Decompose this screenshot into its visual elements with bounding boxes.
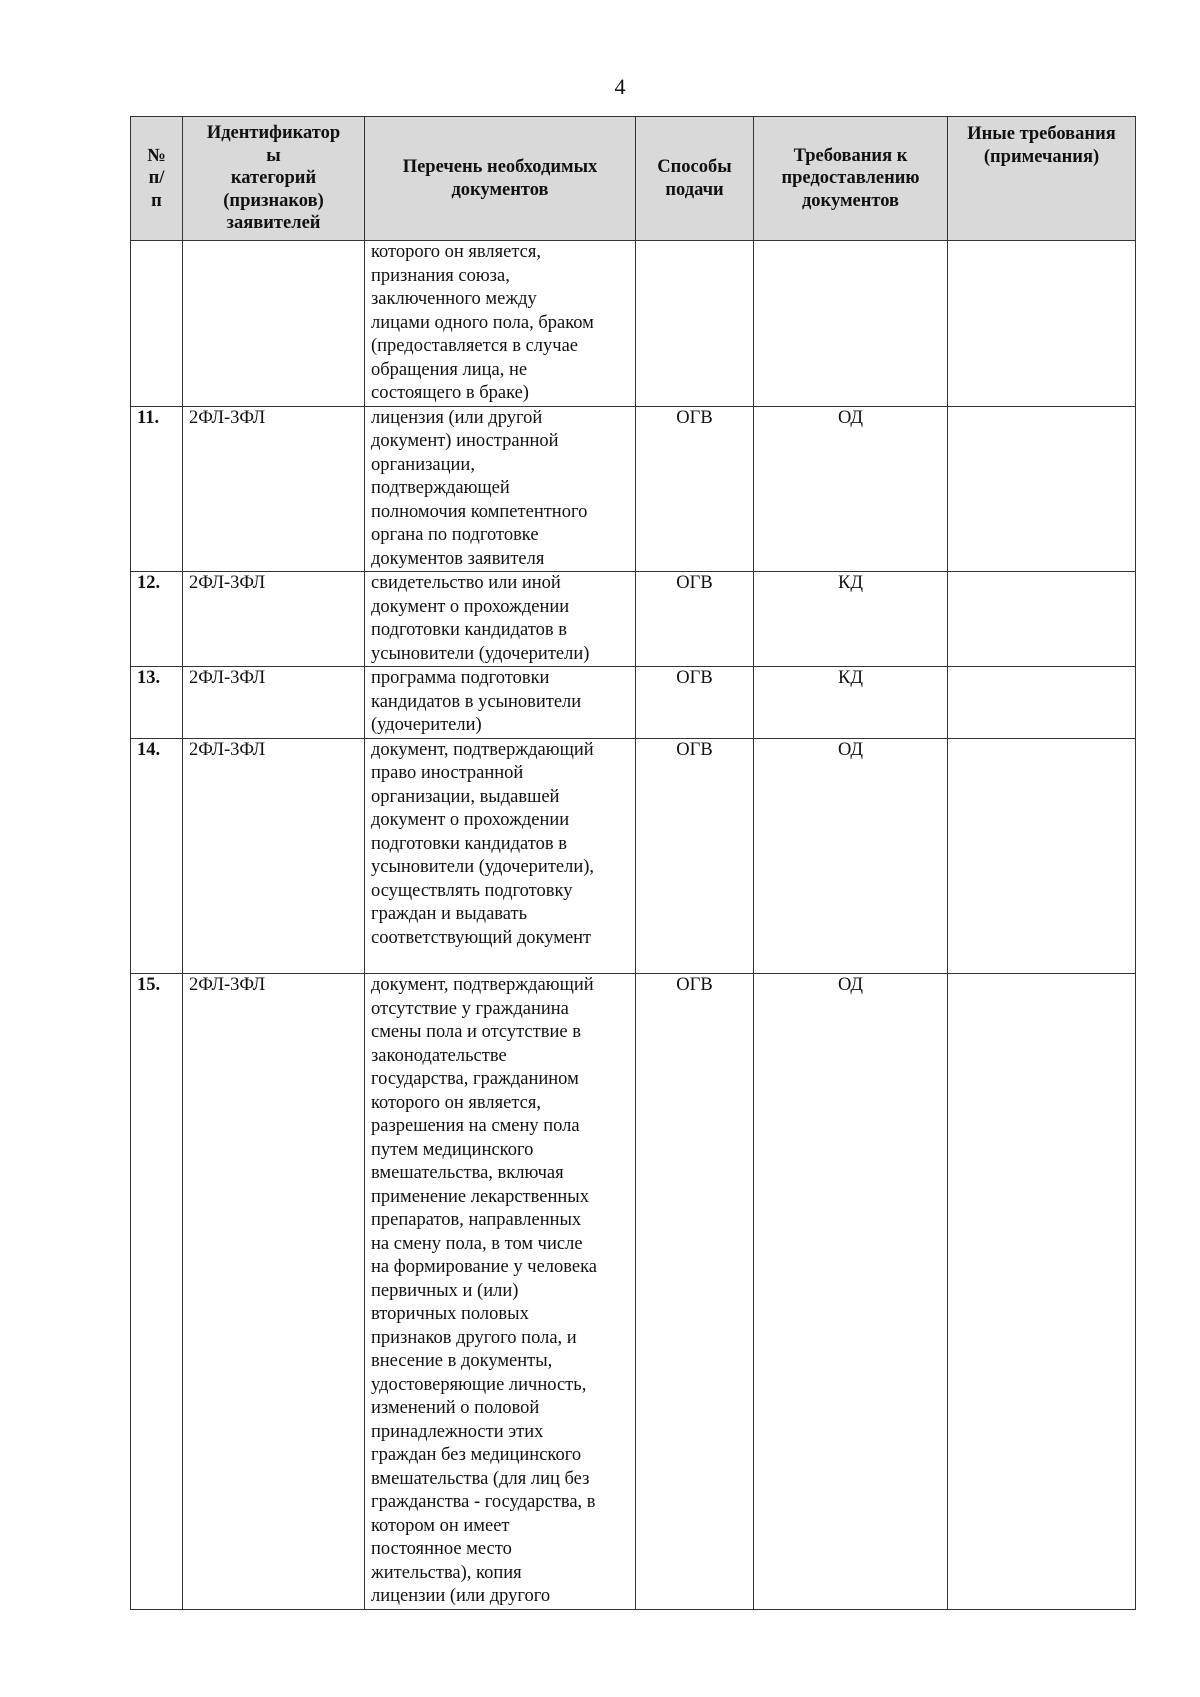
row-documents: которого он является, признания союза, заключенного между лицами одного пола, браком (предоставляется в случае обращения лица, не состоящего в браке) — [365, 241, 636, 407]
header-number: № п/ п — [131, 117, 183, 241]
row-identifier: 2ФЛ-3ФЛ — [183, 667, 365, 739]
row-documents: свидетельство или иной документ о прохождении подготовки кандидатов в усыновители (удочерители) — [365, 572, 636, 667]
row-methods — [636, 241, 754, 407]
row-identifier: 2ФЛ-3ФЛ — [183, 738, 365, 974]
row-number: 11. — [131, 406, 183, 572]
row-documents: программа подготовки кандидатов в усыновители (удочерители) — [365, 667, 636, 739]
table-row — [131, 406, 1136, 572]
row-identifier: 2ФЛ-3ФЛ — [183, 572, 365, 667]
row-number: 14. — [131, 738, 183, 974]
row-methods: ОГВ — [636, 572, 754, 667]
table-row — [131, 738, 1136, 974]
row-methods: ОГВ — [636, 406, 754, 572]
requirements-table — [130, 116, 1136, 1610]
row-number: 12. — [131, 572, 183, 667]
page-number: 4 — [614, 74, 626, 99]
header-methods: Способы подачи — [636, 117, 754, 241]
header-documents: Перечень необходимых документов — [365, 117, 636, 241]
table-row — [131, 572, 1136, 667]
table-row — [131, 667, 1136, 739]
row-identifier — [183, 241, 365, 407]
row-documents: документ, подтверждающий отсутствие у гражданина смены пола и отсутствие в законодательстве государства, гражданином которого он является, разрешения на смену пола путем медицинского вмешательства, включая применение лекарственных препаратов, направленных на смену пола, в том числе на формирование у человека первичных и (или) вторичных половых признаков другого пола, и внесение в документы, удостоверяющие личность, изменений о половой принадлежности этих граждан без медицинского вмешательства (для лиц без гражданства - государства, в котором он имеет постоянное место жительства), копия лицензии (или другого — [365, 974, 636, 1610]
row-other — [948, 572, 1136, 667]
table-row — [131, 241, 1136, 407]
header-identifier: Идентификатор ы категорий (признаков) заявителей — [183, 117, 365, 241]
row-other — [948, 406, 1136, 572]
table-header — [131, 117, 1136, 241]
row-documents: документ, подтверждающий право иностранной организации, выдавшей документ о прохождении подготовки кандидатов в усыновители (удочерители), осуществлять подготовку граждан и выдавать соответствующий документ — [365, 738, 636, 974]
row-requirements — [754, 241, 948, 407]
table-row — [131, 974, 1136, 1610]
header-other: Иные требования (примечания) — [948, 117, 1136, 241]
row-requirements: ОД — [754, 406, 948, 572]
row-requirements: ОД — [754, 738, 948, 974]
row-identifier: 2ФЛ-3ФЛ — [183, 406, 365, 572]
row-documents: лицензия (или другой документ) иностранной организации, подтверждающей полномочия компетентного органа по подготовке документов заявителя — [365, 406, 636, 572]
row-number: 13. — [131, 667, 183, 739]
row-other — [948, 241, 1136, 407]
row-requirements: КД — [754, 667, 948, 739]
row-number — [131, 241, 183, 407]
row-methods: ОГВ — [636, 738, 754, 974]
row-identifier: 2ФЛ-3ФЛ — [183, 974, 365, 1610]
row-requirements: ОД — [754, 974, 948, 1610]
header-requirements: Требования к предоставлению документов — [754, 117, 948, 241]
row-methods: ОГВ — [636, 667, 754, 739]
row-other — [948, 667, 1136, 739]
row-methods: ОГВ — [636, 974, 754, 1610]
row-other — [948, 738, 1136, 974]
row-number: 15. — [131, 974, 183, 1610]
row-requirements: КД — [754, 572, 948, 667]
row-other — [948, 974, 1136, 1610]
